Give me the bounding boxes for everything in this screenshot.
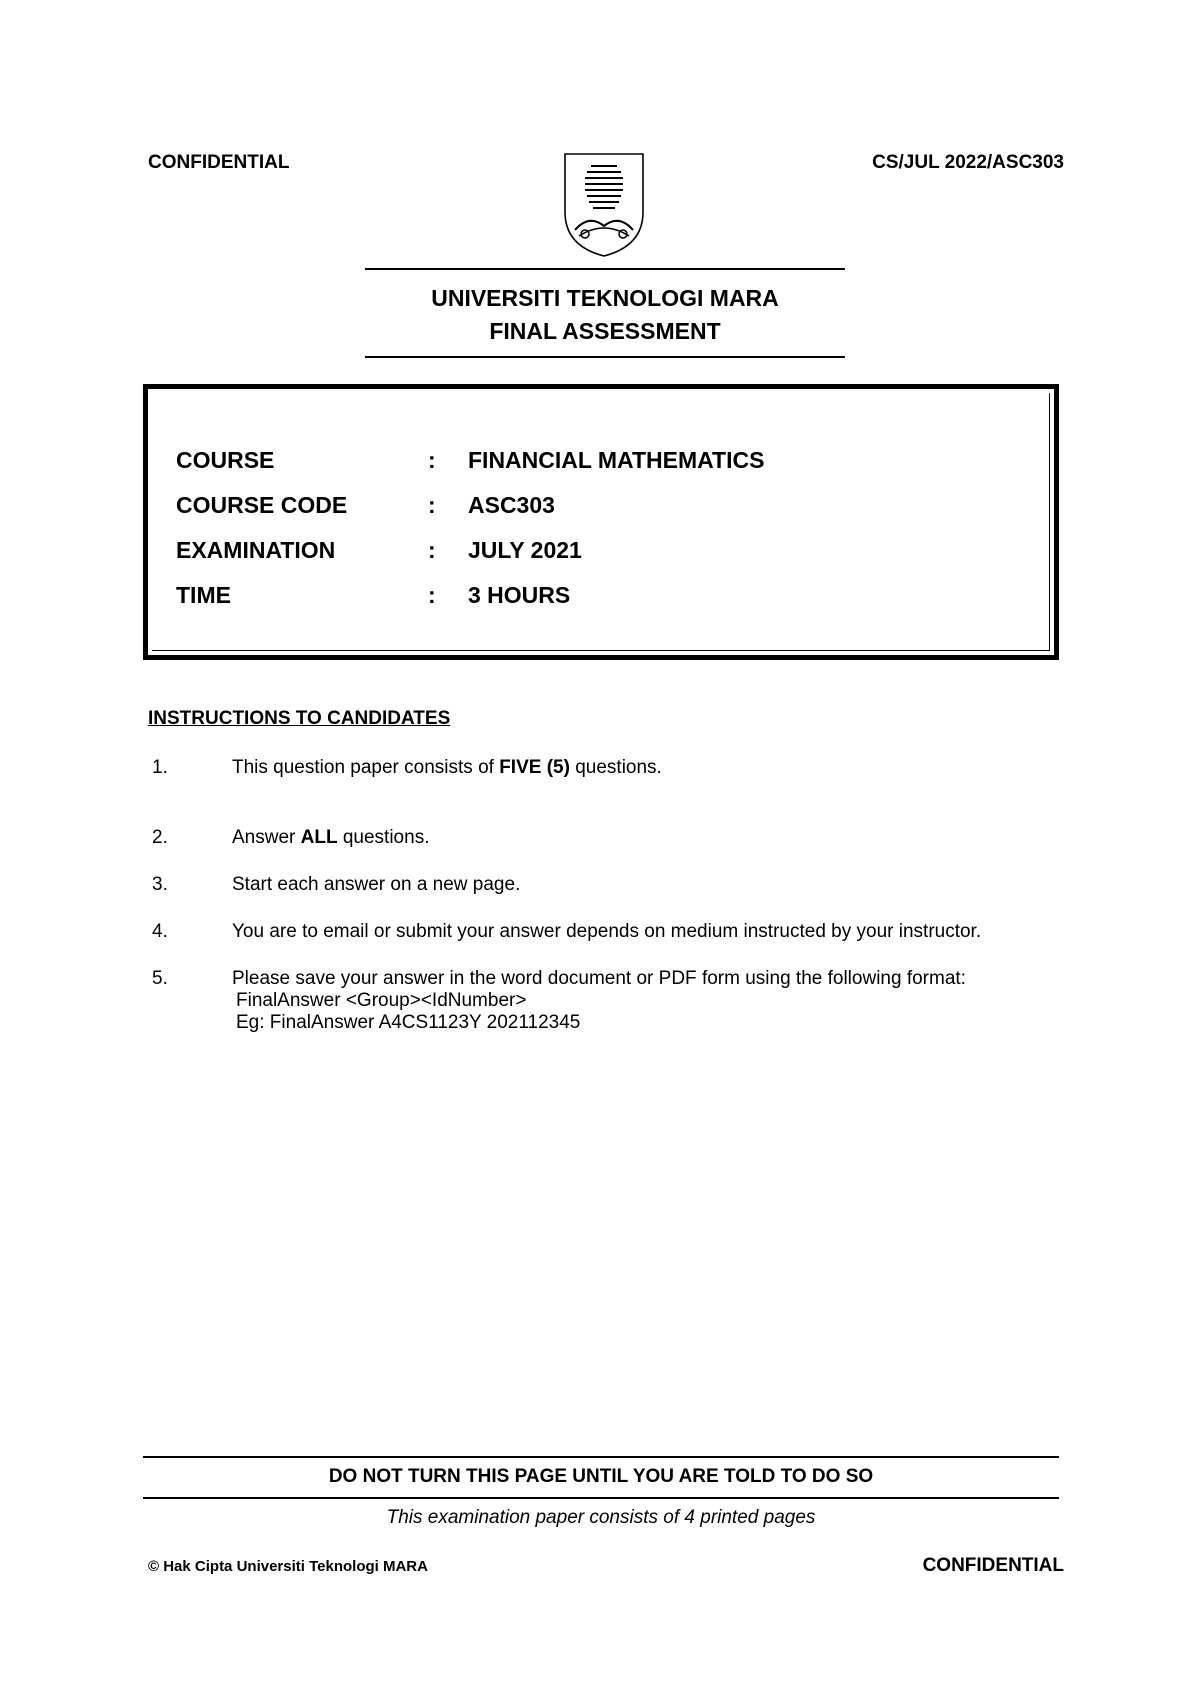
course-code-value: ASC303	[468, 492, 555, 518]
course-label: COURSE	[176, 447, 275, 473]
examination-colon: :	[428, 537, 436, 563]
confidential-footer-label: CONFIDENTIAL	[922, 1555, 1064, 1576]
examination-label: EXAMINATION	[176, 537, 336, 563]
time-value: 3 HOURS	[468, 582, 571, 608]
footer-middle-rule	[143, 1497, 1059, 1499]
footer-top-rule	[143, 1456, 1059, 1458]
page-count-note: This examination paper consists of 4 printed pages	[386, 1507, 816, 1528]
instruction-text-part: This question paper consists of	[232, 757, 500, 778]
instruction-text	[232, 757, 1072, 779]
instruction-emphasis: FIVE (5)	[499, 757, 570, 778]
instruction-text-part: questions.	[337, 827, 430, 848]
title-bottom-rule	[365, 356, 845, 358]
examination-value: JULY 2021	[468, 537, 582, 563]
time-label: TIME	[176, 582, 231, 608]
filename-format: FinalAnswer <Group><IdNumber>	[236, 990, 527, 1011]
instruction-emphasis: ALL	[300, 827, 338, 848]
instruction-text	[232, 827, 1072, 849]
confidential-header-label: CONFIDENTIAL	[148, 152, 290, 173]
instruction-number: 5.	[152, 968, 168, 989]
filename-example: Eg: FinalAnswer A4CS1123Y 202112345	[236, 1012, 581, 1033]
copyright-notice: © Hak Cipta Universiti Teknologi MARA	[148, 1558, 428, 1575]
instruction-number: 4.	[152, 921, 168, 942]
university-name: UNIVERSITI TEKNOLOGI MARA	[431, 285, 779, 311]
instruction-number: 2.	[152, 827, 168, 848]
instructions-heading: INSTRUCTIONS TO CANDIDATES	[148, 708, 451, 729]
time-colon: :	[428, 582, 436, 608]
examination-row	[148, 537, 1054, 577]
page-title	[365, 282, 845, 348]
time-row	[148, 582, 1054, 622]
course-info-box	[143, 384, 1059, 660]
title-top-rule	[365, 268, 845, 270]
instruction-number: 1.	[152, 757, 168, 778]
do-not-turn-warning: DO NOT TURN THIS PAGE UNTIL YOU ARE TOLD TO DO SO	[328, 1466, 874, 1487]
course-code-row	[148, 492, 1054, 532]
instruction-text: Please save your answer in the word document or PDF form using the following format:	[232, 968, 966, 989]
instruction-text: Start each answer on a new page.	[232, 874, 521, 895]
assessment-type: FINAL ASSESSMENT	[489, 318, 721, 344]
course-code-label: COURSE CODE	[176, 492, 348, 518]
course-code-colon: :	[428, 492, 436, 518]
document-code: CS/JUL 2022/ASC303	[872, 152, 1064, 173]
course-colon: :	[428, 447, 436, 473]
uitm-crest-icon	[561, 150, 647, 260]
course-row	[148, 447, 1054, 487]
instruction-text-part: questions.	[569, 757, 662, 778]
instruction-text: You are to email or submit your answer depends on medium instructed by your instructor.	[232, 921, 982, 942]
instruction-number: 3.	[152, 874, 168, 895]
course-value: FINANCIAL MATHEMATICS	[468, 447, 765, 473]
instruction-text-part: Answer	[232, 827, 301, 848]
